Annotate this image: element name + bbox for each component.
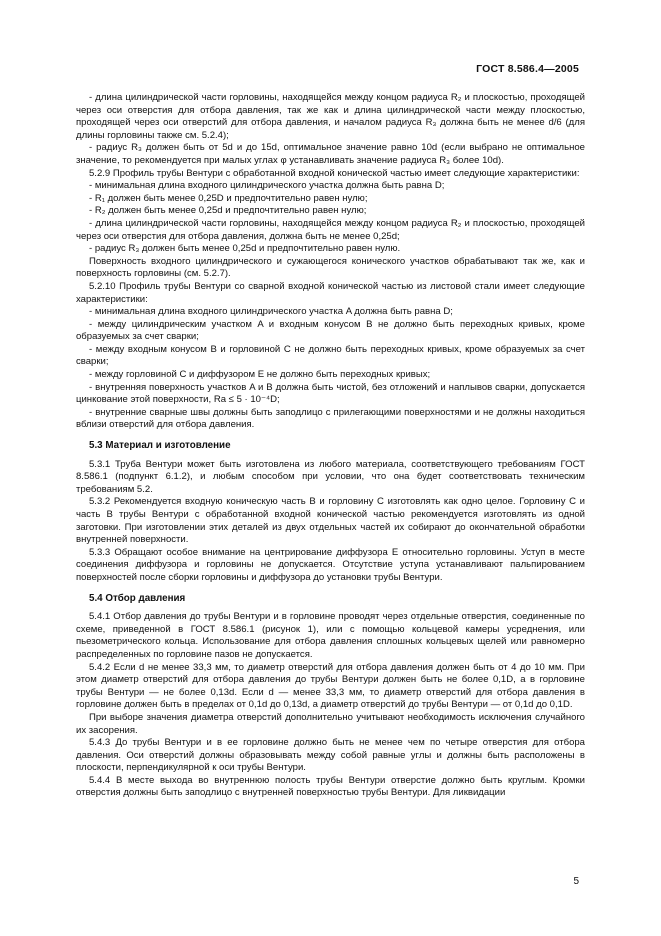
paragraph: При выборе значения диаметра отверстий дополнительно учитывают необходимость исключения случайного их засорения.	[76, 711, 585, 736]
paragraph: 5.4.1 Отбор давления до трубы Вентури и в горловине проводят через отдельные отверстия, соединенные по схеме, приведенной в ГОСТ 8.586.1 (рисунок 1), или с помощью кольцевой камеры усреднения, или пьезометрического кольца. Использование для отбора давления сплошных кольцевых щелей или равномерно распределенных по горловине пазов не допускается.	[76, 611, 585, 660]
paragraph: - внутренние сварные швы должны быть заподлицо с прилегающими поверхностями и не должны находиться вблизи отверстий для отбора давления.	[76, 406, 585, 431]
paragraph: 5.3.1 Труба Вентури может быть изготовлена из любого материала, соответствующего требованиям ГОСТ 8.586.1 (подпункт 6.1.2), и любым способом при условии, что она будет соответствовать техническим требованиям 5.2.	[76, 458, 585, 495]
paragraph: 5.4.4 В месте выхода во внутреннюю полость трубы Вентури отверстие должно быть круглым. Кромки отверстия должны быть заподлицо с внутренней поверхностью трубы Вентури. Для ликвидации	[76, 774, 585, 799]
paragraph: 5.3.2 Рекомендуется входную коническую часть B и горловину C изготовлять как одно целое. Горловину C и часть B трубы Вентури с обработанной входной конической частью рекомендуется изготовлять из одной заготовки. При изготовлении этих деталей из двух отдельных частей их собирают до окончательной обработки внутренней поверхности.	[76, 496, 585, 546]
document-id: ГОСТ 8.586.4—2005	[476, 63, 579, 75]
section-heading: 5.4 Отбор давления	[89, 592, 186, 604]
paragraph: 5.4.2 Если d не менее 33,3 мм, то диаметр отверстий для отбора давления должен быть от 4 до 10 мм. При этом диаметр отверстий для отбора давления до трубы Вентури должен быть не более 0,1D, а в горловине трубы Вентури — не более 0,13d. Если d — менее 33,3 мм, то диаметр отверстий для отбора давления в горловине должен быть в пределах от 0,1d до 0,13d, а диаметр отверстий до трубы Вентури — от 0,1d до 0,1D.	[76, 661, 585, 711]
paragraph: - внутренняя поверхность участков A и B должна быть чистой, без отложений и наплывов сварки, допускается цинкование этой поверхности, Ra ≤ 5 · 10⁻⁴D;	[76, 381, 585, 406]
paragraph: 5.2.9 Профиль трубы Вентури с обработанной входной конической частью имеет следующие характеристики:	[89, 167, 580, 179]
paragraph: - между горловиной C и диффузором E не должно быть переходных кривых;	[89, 369, 431, 381]
paragraph: - минимальная длина входного цилиндрического участка должна быть равна D;	[89, 180, 445, 192]
section-heading: 5.3 Материал и изготовление	[89, 440, 231, 452]
paragraph: - R₁ должен быть менее 0,25D и предпочтительно равен нулю;	[89, 192, 368, 204]
paragraph: - R₂ должен быть менее 0,25d и предпочтительно равен нулю;	[89, 205, 367, 217]
paragraph: - между цилиндрическим участком A и входным конусом B не должно быть переходных кривых, кроме образуемых за счет сварки;	[76, 318, 585, 343]
paragraph: - минимальная длина входного цилиндрического участка A должна быть равна D;	[89, 306, 453, 318]
document-body	[76, 92, 585, 800]
page-number: 5	[573, 876, 579, 887]
paragraph: - радиус R₃ должен быть менее 0,25d и предпочтительно равен нулю.	[89, 243, 401, 255]
paragraph: - радиус R₃ должен быть от 5d и до 15d, оптимальное значение равно 10d (если выбрано не оптимальное значение, то рекомендуется при малых углах φ устанавливать значение радиуса R₃ более 10d).	[76, 142, 585, 166]
paragraph: 5.3.3 Обращают особое внимание на центрирование диффузора E относительно горловины. Уступ в месте соединения диффузора и горловины не допускается. Отсутствие уступа устанавливают пальпированием поверхностей после сборки горловины и диффузора до установки трубы Вентури.	[76, 546, 585, 583]
paragraph: 5.4.3 До трубы Вентури и в ее горловине должно быть не менее чем по четыре отверстия для отбора давления. Оси отверстий должны образовывать между собой равные углы и должны быть расположены в плоскости, перпендикулярной к оси трубы Вентури.	[76, 737, 585, 774]
paragraph: - длина цилиндрической части горловины, находящейся между концом радиуса R₂ и плоскостью, проходящей через оси отверстия для отбора давления, так же как и длина цилиндрической части между плоскостью, проходящей через оси отверстий для отбора давления, и началом радиуса R₃ должна быть не менее d/6 (для длины горловины также см. 5.2.4);	[76, 92, 585, 141]
paragraph: 5.2.10 Профиль трубы Вентури со сварной входной конической частью из листовой стали имеет следующие характеристики:	[76, 280, 585, 305]
paragraph: - между входным конусом B и горловиной C не должно быть переходных кривых, кроме образуемых за счет сварки;	[76, 343, 585, 368]
paragraph: Поверхность входного цилиндрического и сужающегося конического участков обрабатывают так же, как и поверхность горловины (см. 5.2.7).	[76, 255, 585, 280]
paragraph: - длина цилиндрической части горловины, находящейся между концом радиуса R₂ и плоскостью, проходящей через оси отверстия для отбора давления, должна быть не менее 0,25d;	[76, 217, 585, 242]
